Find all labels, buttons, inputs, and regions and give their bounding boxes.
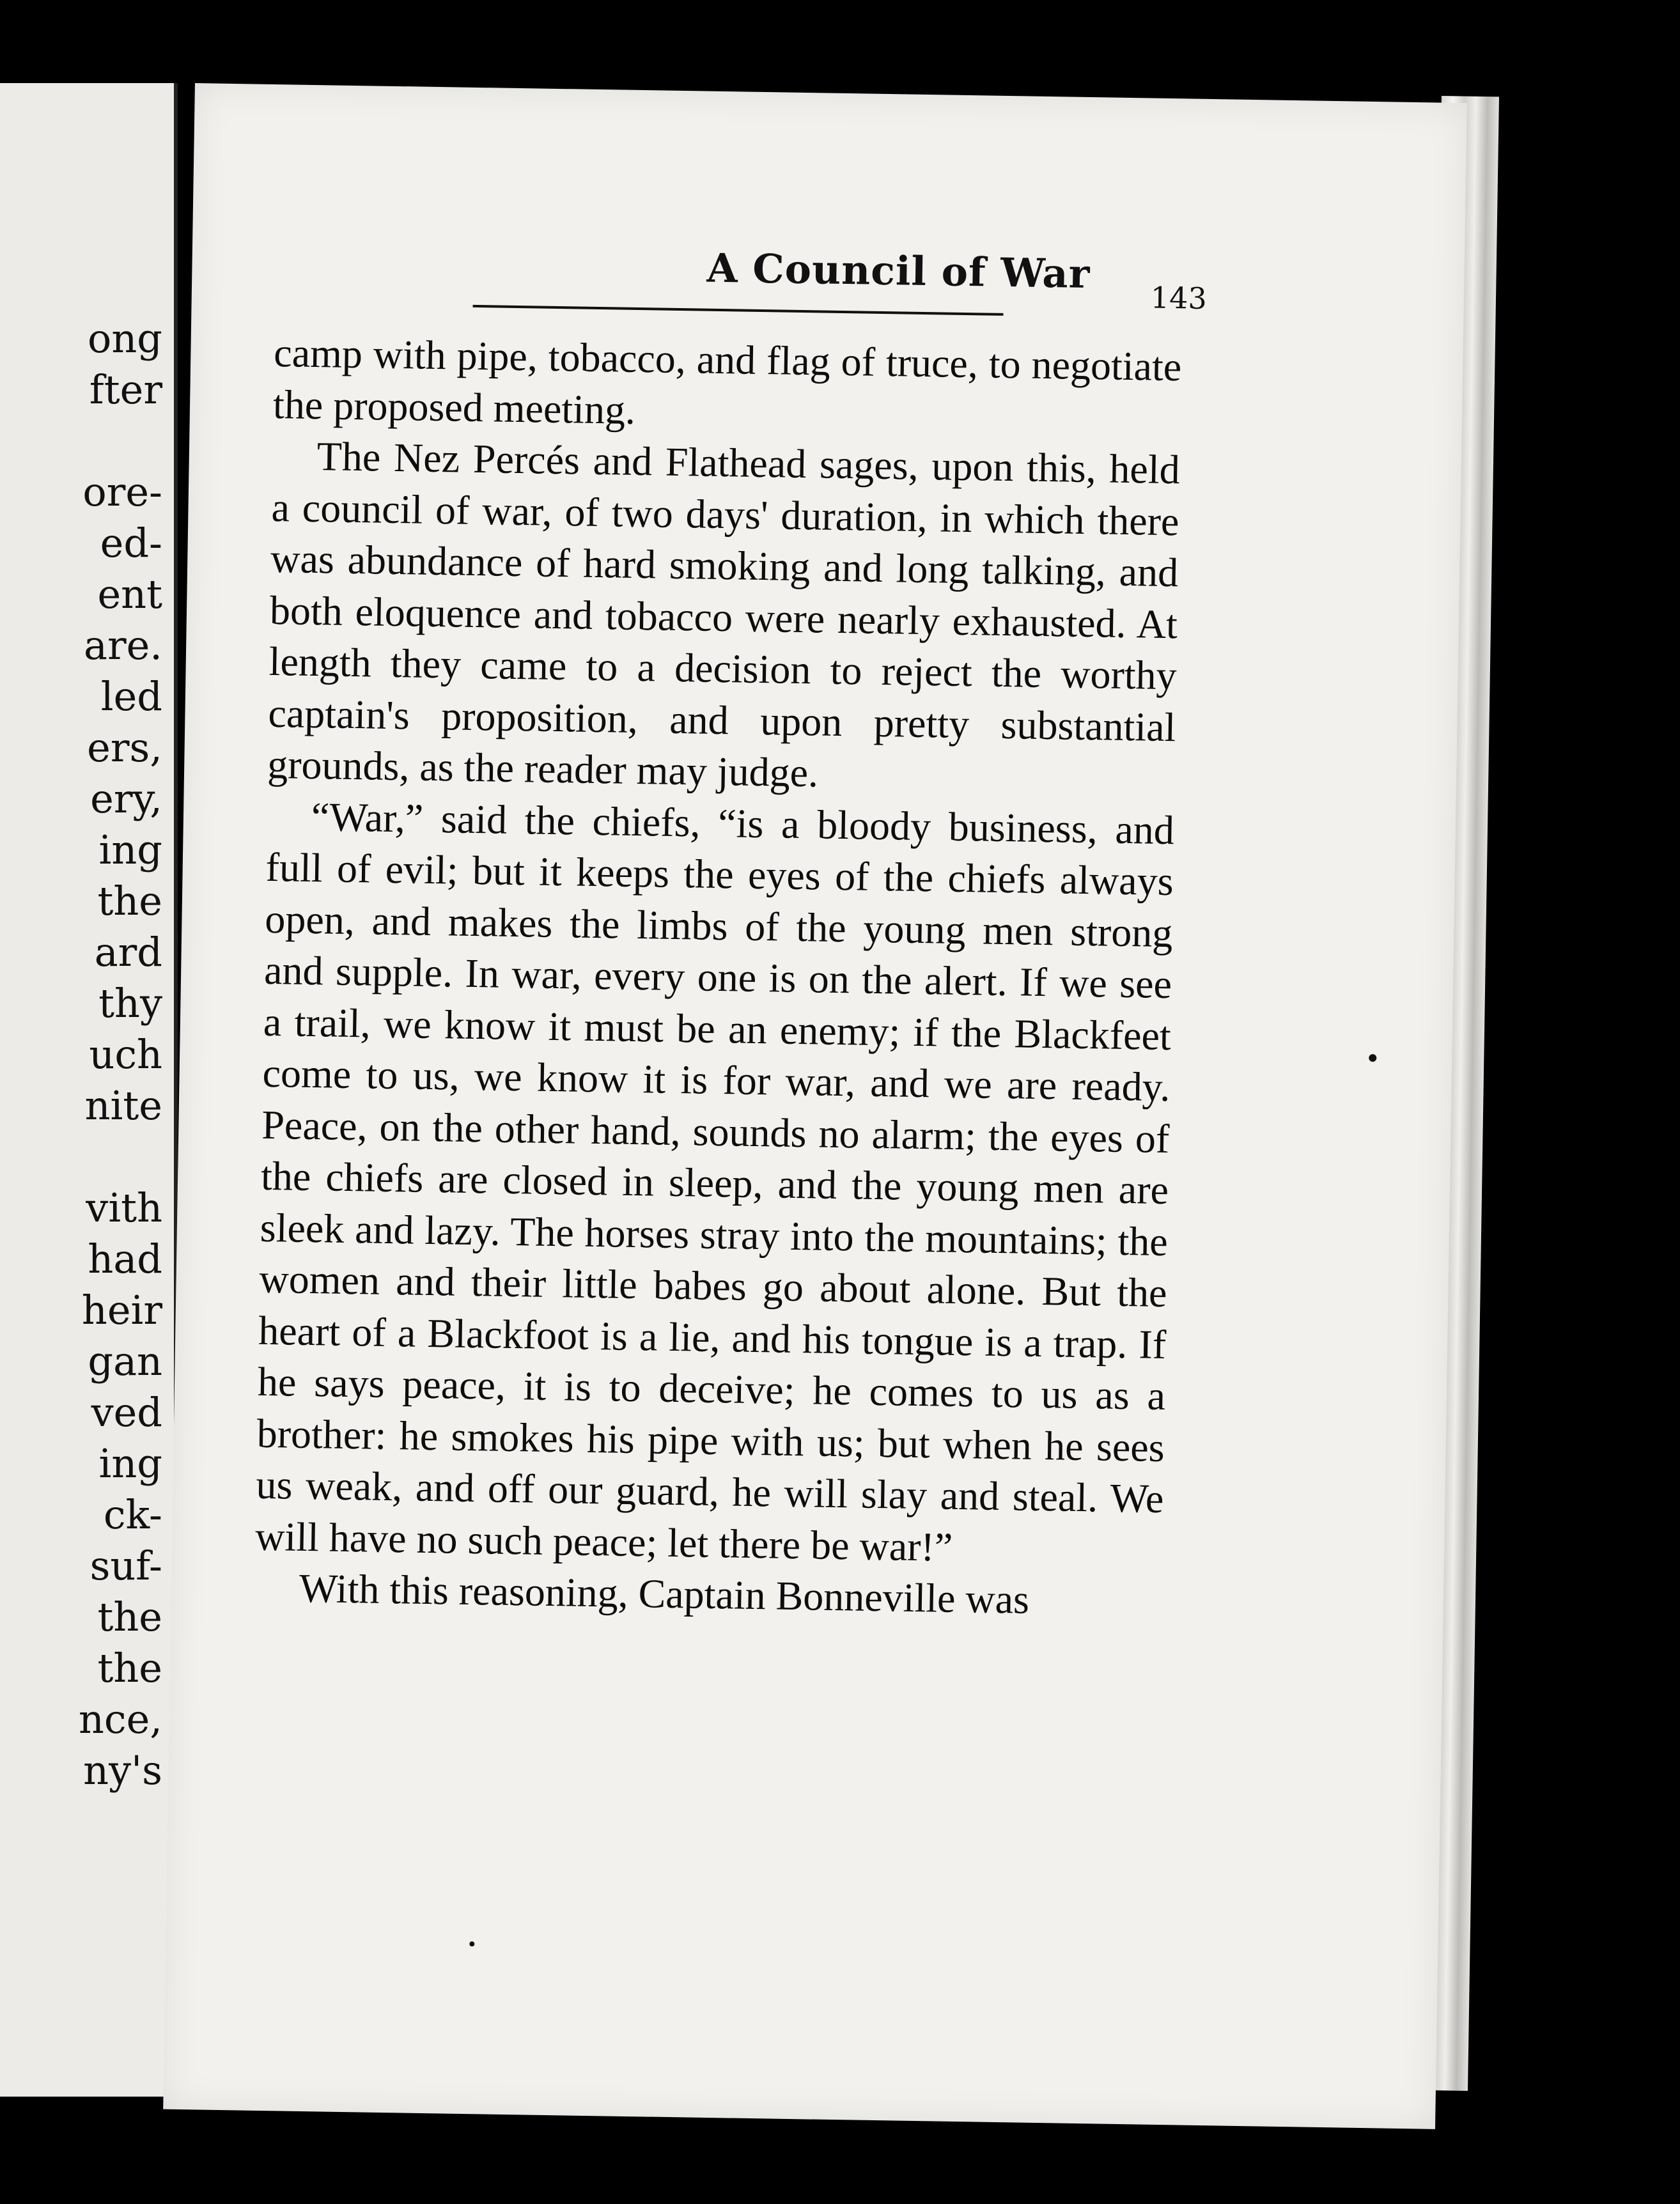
left-fragment: are. [83, 622, 162, 669]
body-text [254, 327, 1181, 1628]
left-fragment: ent [97, 571, 162, 617]
left-page-fragments [79, 313, 162, 1796]
paragraph: camp with pipe, tobacco, and flag of truce, to negotiate the proposed meeting. [272, 329, 1182, 433]
left-fragment: ery, [90, 775, 162, 822]
running-title: A Council of War [706, 244, 1091, 298]
paragraph: “War,” said the chiefs, “is a bloody business, and full of evil; but it keeps the eyes of the chiefs always open, and makes the limbs of the young men strong and supple. In war, every one is on the alert. If we see a trail, we know it must be an enemy; if the Blackfeet come to us, we know it is for war, and we are ready. Peace, on the other hand, sounds no alarm; the eyes of the chiefs are closed in sleep, and the young men are sleek and lazy. The horses stray into the mountains; the women and their little babes go about alone. But the heart of a Blackfoot is a lie, and his tongue is a trap. If he says peace, it is to deceive; he comes to us as a brother: he smokes his pipe with us; but when he sees us weak, and off our guard, he will slay and steal. We will have no such peace; let there be war!” [254, 793, 1175, 1570]
left-fragment: nce, [78, 1696, 162, 1742]
left-fragment: ore- [82, 469, 162, 515]
paragraph: The Nez Percés and Flathead sages, upon this, held a council of war, of two days' duration, in which there was abundance of hard smoking and long talking, and both eloquence and tobacco were nearly exhausted. At length they came to a decision to reject the worthy captain's proposition, and upon pretty substantial grounds, as the reader may judge. [267, 433, 1181, 796]
ink-speck [1369, 1054, 1376, 1062]
left-fragment: ny's [83, 1747, 162, 1794]
book-page [163, 83, 1467, 2129]
left-fragment: vith [86, 1184, 162, 1231]
ink-speck [469, 1941, 474, 1946]
left-fragment: ard [94, 929, 162, 975]
left-fragment: heir [81, 1287, 162, 1333]
left-fragment: fter [89, 366, 162, 413]
left-fragment: ing [98, 827, 162, 873]
left-fragment: suf- [89, 1542, 162, 1589]
left-fragment: uch [89, 1031, 162, 1078]
left-fragment: ck- [103, 1491, 162, 1538]
left-fragment: nite [84, 1082, 162, 1129]
paragraph: With this reasoning, Captain Bonneville was [299, 1565, 1030, 1622]
left-fragment: ong [88, 315, 162, 362]
left-page [0, 83, 178, 2097]
left-fragment: gan [88, 1338, 162, 1385]
page-number: 143 [1150, 280, 1208, 316]
running-head [537, 242, 1209, 299]
left-fragment: ing [98, 1440, 162, 1487]
left-fragment: the [97, 1594, 162, 1640]
left-fragment: the [97, 878, 162, 924]
header-rule [473, 305, 1004, 316]
left-fragment: led [100, 673, 162, 720]
left-fragment: ed- [100, 520, 162, 566]
left-fragment: thy [98, 980, 162, 1027]
left-fragment: ers, [87, 724, 162, 771]
left-fragment: ved [91, 1389, 162, 1436]
left-fragment: the [97, 1645, 162, 1691]
left-fragment: had [88, 1236, 162, 1282]
